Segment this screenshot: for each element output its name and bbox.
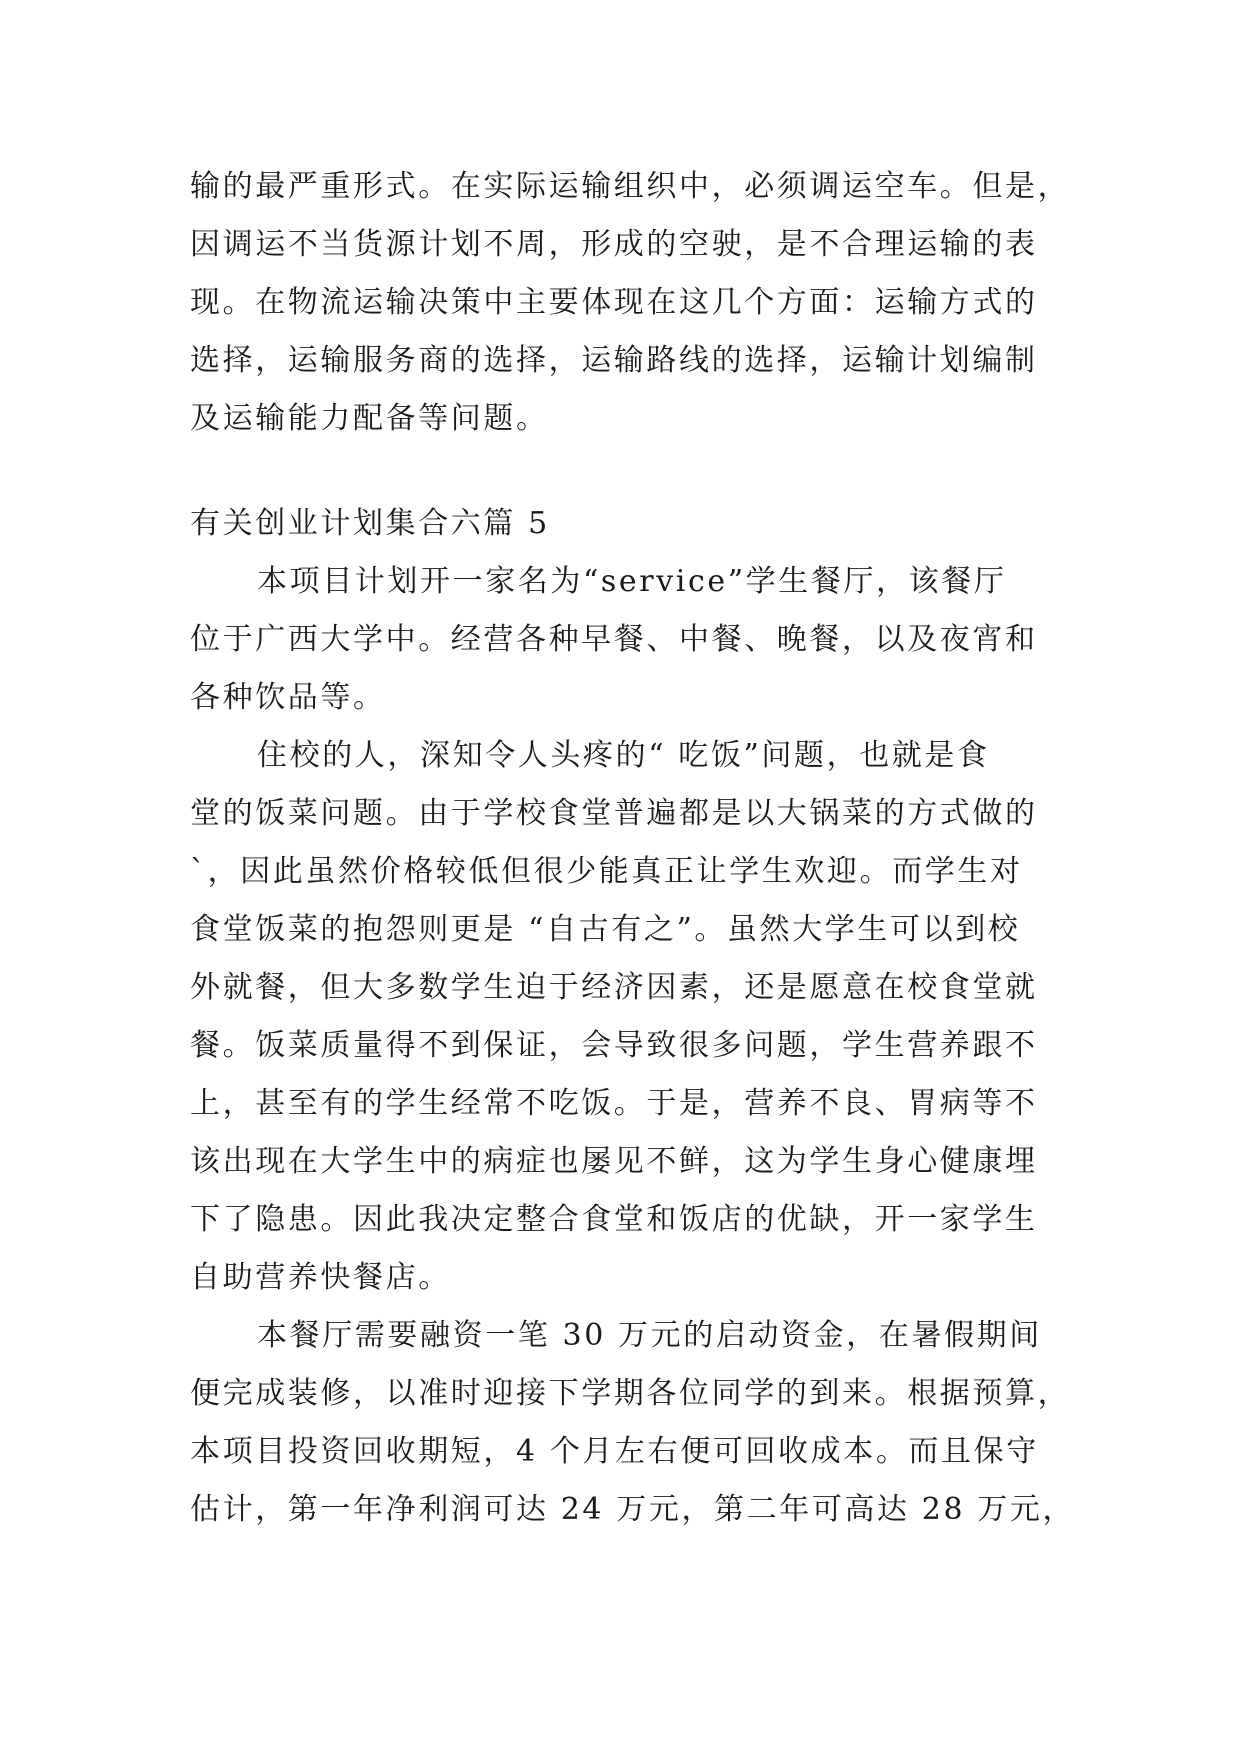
text-line: 选择，运输服务商的选择，运输路线的选择，运输计划编制 (190, 343, 1038, 378)
text-line: 外就餐，但大多数学生迫于经济因素，还是愿意在校食堂就 (190, 970, 1038, 1005)
intro-paragraph (190, 158, 1071, 448)
text-line: 本餐厅需要融资一笔 30 万元的启动资金，在暑假期间 (257, 1318, 1042, 1353)
text-line: 本项目投资回收期短，4 个月左右便可回收成本。而且保守 (190, 1434, 1039, 1469)
text-line: 便完成装修，以准时迎接下学期各位同学的到来。根据预算， (190, 1376, 1071, 1411)
text-line: 该出现在大学生中的病症也屡见不鲜，这为学生身心健康埋 (190, 1144, 1038, 1179)
text-line: 位于广西大学中。经营各种早餐、中餐、晚餐，以及夜宵和 (190, 622, 1038, 657)
paragraph-restaurant-intro (190, 553, 1050, 727)
text-line: 上，甚至有的学生经常不吃饭。于是，营养不良、胃病等不 (190, 1086, 1038, 1121)
text-line: 自助营养快餐店。 (190, 1260, 451, 1295)
paragraph-canteen-problem (190, 727, 1050, 1307)
text-line: 餐。饭菜质量得不到保证，会导致很多问题，学生营养跟不 (190, 1028, 1038, 1063)
text-line: 各种饮品等。 (190, 680, 386, 715)
text-line: 输的最严重形式。在实际运输组织中，必须调运空车。但是， (190, 169, 1071, 204)
text-line: 因调运不当货源计划不周，形成的空驶，是不合理运输的表 (190, 227, 1038, 262)
section-title: 有关创业计划集合六篇 5 (190, 506, 550, 541)
text-line: 堂的饭菜问题。由于学校食堂普遍都是以大锅菜的方式做的 (190, 796, 1038, 831)
text-line: 本项目计划开一家名为“service”学生餐厅，该餐厅 (257, 564, 1007, 599)
text-line: 现。在物流运输决策中主要体现在这几个方面：运输方式的 (190, 285, 1038, 320)
text-line: `，因此虽然价格较低但很少能真正让学生欢迎。而学生对 (190, 854, 1023, 889)
text-line: 住校的人，深知令人头疼的“ 吃饭”问题，也就是食 (257, 738, 990, 773)
text-line: 下了隐患。因此我决定整合食堂和饭店的优缺，开一家学生 (190, 1202, 1038, 1237)
paragraph-financing (190, 1307, 1076, 1539)
text-line: 及运输能力配备等问题。 (190, 401, 549, 436)
document-body (190, 158, 1076, 1539)
text-line: 食堂饭菜的抱怨则更是 “自古有之”。虽然大学生可以到校 (190, 912, 1021, 947)
text-line: 估计，第一年净利润可达 24 万元，第二年可高达 28 万元， (190, 1492, 1076, 1527)
